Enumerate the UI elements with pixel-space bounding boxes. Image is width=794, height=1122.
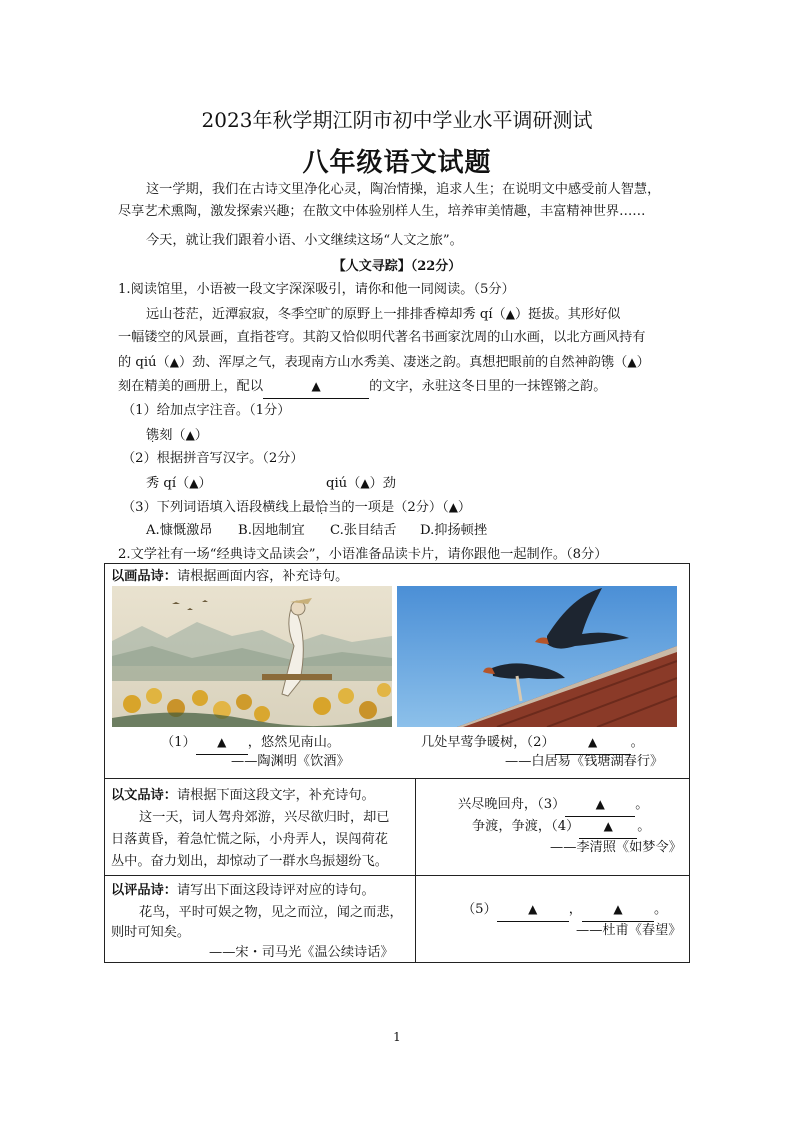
poetry-cards-table [104, 563, 690, 963]
passage-text: ） [636, 355, 650, 370]
text-card-answers [416, 779, 690, 876]
review-card-label: 以评品诗： [111, 883, 177, 898]
section-title: 【人文寻踪】（22分） [332, 259, 462, 274]
answer-text: ）劲 [369, 476, 396, 491]
q2-stem: 2.文学社有一场“经典诗文品读会”，小语准备品读卡片，请你跟他一起制作。（8分） [118, 547, 608, 562]
answer-mark: ▲ [613, 902, 623, 916]
q1-passage-line-3 [118, 351, 650, 374]
card3-verse-5 [462, 898, 667, 922]
exam-title: 2023年秋学期江阴市初中学业水平调研测试 [201, 108, 593, 132]
swallows-photo [397, 586, 677, 727]
blank-number: （1） [161, 735, 196, 750]
review-card-body-2: 则时可知矣。 [111, 925, 191, 940]
card1-source-right: ——白居易《钱塘湖春行》 [505, 754, 664, 769]
q1-option-d: D.抑扬顿挫 [420, 523, 488, 538]
answer-text: ） [198, 476, 212, 491]
image-card [105, 564, 690, 779]
answer-mark: ▲ [189, 476, 199, 490]
review-card-body-1: 花鸟，平时可娱之物，见之而泣，闻之而悲， [139, 905, 403, 920]
review-card [105, 876, 416, 963]
q1-passage-line-2: 一幅镂空的风景画，直指苍穹。其韵又恰似明代著名书画家沈周的山水画，以北方画风持有 [118, 330, 646, 345]
text-card-body-2: 日落黄昏，着急忙慌之际，小舟弄人，误闯荷花 [111, 832, 388, 847]
question-text: （3）下列词语填入语段横线上最 [122, 500, 316, 515]
q1-sub-2: （2）根据拼音写汉字。（2分） [122, 451, 304, 466]
review-card-body-source: ——宋・司马光《温公续诗话》 [209, 945, 394, 960]
blank-number: （5） [462, 902, 497, 917]
review-card-answers [416, 876, 690, 963]
text-card-title [111, 785, 375, 807]
answer-mark: ▲ [185, 428, 195, 442]
passage-text: 的文字，永驻这冬日里的一抹铿锵之韵。 [369, 379, 607, 394]
answer-mark: ▲ [311, 379, 321, 393]
card2-source: ——李清照《如梦令》 [550, 840, 682, 855]
verse-text: 几处早莺争暖树，（2） [421, 735, 555, 750]
verse-text: ， [568, 902, 582, 917]
verse-text: ，悠然见南山。 [247, 735, 341, 750]
answer-mark: ▲ [627, 355, 637, 369]
answer-mark: ▲ [448, 500, 458, 514]
answer-text: ） [194, 428, 208, 443]
passage-text: ）挺拔。其形好似 [514, 307, 621, 322]
q1-passage-line-1 [146, 303, 620, 326]
dotted-char: 镌 [146, 428, 160, 443]
answer-mark: ▲ [603, 819, 613, 833]
answer-text: qiú（ [326, 476, 361, 491]
q1-sub-1: （1）给加点字注音。（1分） [122, 403, 291, 418]
intro-line-1: 这一学期，我们在古诗文里净化心灵，陶冶情操，追求人生；在说明文中感受前人智慧， [146, 182, 661, 197]
dotted-char: 恰 [315, 500, 329, 515]
page-number: 1 [393, 1030, 401, 1044]
q1-passage-line-4 [118, 375, 606, 399]
passage-text: 远山苍茫，近潭寂寂，冬季空旷的原野上一排排香樟却秀 qí（ [146, 307, 506, 322]
fill-blank[interactable] [497, 898, 569, 922]
passage-text: 刻在精美的画册上，配以 [118, 379, 264, 394]
verse-text: 兴尽晚回舟，（3） [458, 797, 566, 812]
answer-text: 刻（ [159, 428, 186, 443]
verse-text: 。 [637, 819, 651, 834]
answer-mark: ▲ [505, 307, 515, 321]
q1-option-b: B.因地制宜 [238, 523, 305, 538]
question-text: ） [457, 500, 472, 515]
passage-text: 的 qiú（ [118, 355, 170, 370]
image-card-title [111, 566, 348, 588]
image-card-label: 以画品诗： [111, 569, 177, 584]
card3-source: ——杜甫《春望》 [576, 923, 682, 938]
text-card-label: 以文品诗： [111, 788, 177, 803]
q1-option-c: C.张目结舌 [330, 523, 397, 538]
fill-blank[interactable] [263, 375, 369, 399]
text-card [105, 779, 416, 876]
dotted-char: 镌 [600, 355, 615, 370]
review-card-title [111, 880, 375, 902]
q1-sub-1-answer [146, 424, 208, 447]
verse-text: 争渡，争渡，（4） [472, 819, 580, 834]
intro-line-3: 今天，就让我们跟着小语、小文继续这场“人文之旅”。 [146, 233, 463, 248]
fill-blank[interactable] [565, 793, 635, 817]
answer-text: 秀 qí（ [146, 476, 190, 491]
answer-mark: ▲ [217, 735, 227, 749]
passage-text: （ [614, 355, 628, 370]
review-card-instruction: 请写出下面这段诗评对应的诗句。 [176, 883, 375, 898]
q1-sub-3 [122, 496, 471, 519]
exam-subtitle: 八年级语文试题 [302, 148, 492, 178]
verse-text: 。 [630, 735, 644, 750]
fill-blank[interactable] [582, 898, 654, 922]
answer-mark: ▲ [360, 476, 370, 490]
passage-text: ）劲、浑厚之气，表现南方山水秀美、凄迷之韵。真想把眼前的自然神韵 [178, 355, 601, 370]
answer-mark: ▲ [169, 355, 179, 369]
q1-sub-2-answer-b [326, 472, 396, 495]
fill-blank[interactable] [579, 815, 637, 839]
verse-text: 。 [653, 902, 668, 917]
card2-verse-4 [472, 815, 650, 839]
q1-stem: 1.阅读馆里，小语被一段文字深深吸引，请你和他一同阅读。（5分） [118, 282, 515, 297]
answer-mark: ▲ [588, 735, 598, 749]
text-card-body-3: 丛中。奋力划出，却惊动了一群水鸟振翅纷飞。 [111, 854, 388, 869]
verse-text: 。 [635, 797, 649, 812]
q1-sub-2-answer-a [146, 472, 212, 495]
card2-verse-3 [458, 793, 648, 817]
q1-option-a: A.慷慨激昂 [146, 523, 213, 538]
answer-mark: ▲ [595, 797, 605, 811]
question-text: 当的一项是（2分）（ [328, 500, 449, 515]
image-card-instruction: 请根据画面内容，补充诗句。 [176, 569, 349, 584]
text-card-body-1: 这一天，词人驾舟郊游，兴尽欲归时，却已 [139, 810, 390, 825]
intro-line-2: 尽享艺术熏陶，激发探索兴趣；在散文中体验别样人生，培养审美情趣，丰富精神世界…… [118, 204, 646, 219]
card1-source-left: ——陶渊明《饮酒》 [231, 754, 350, 769]
chrysanthemum-poet-painting [112, 586, 392, 727]
text-card-instruction: 请根据下面这段文字，补充诗句。 [176, 788, 375, 803]
answer-mark: ▲ [528, 902, 538, 916]
